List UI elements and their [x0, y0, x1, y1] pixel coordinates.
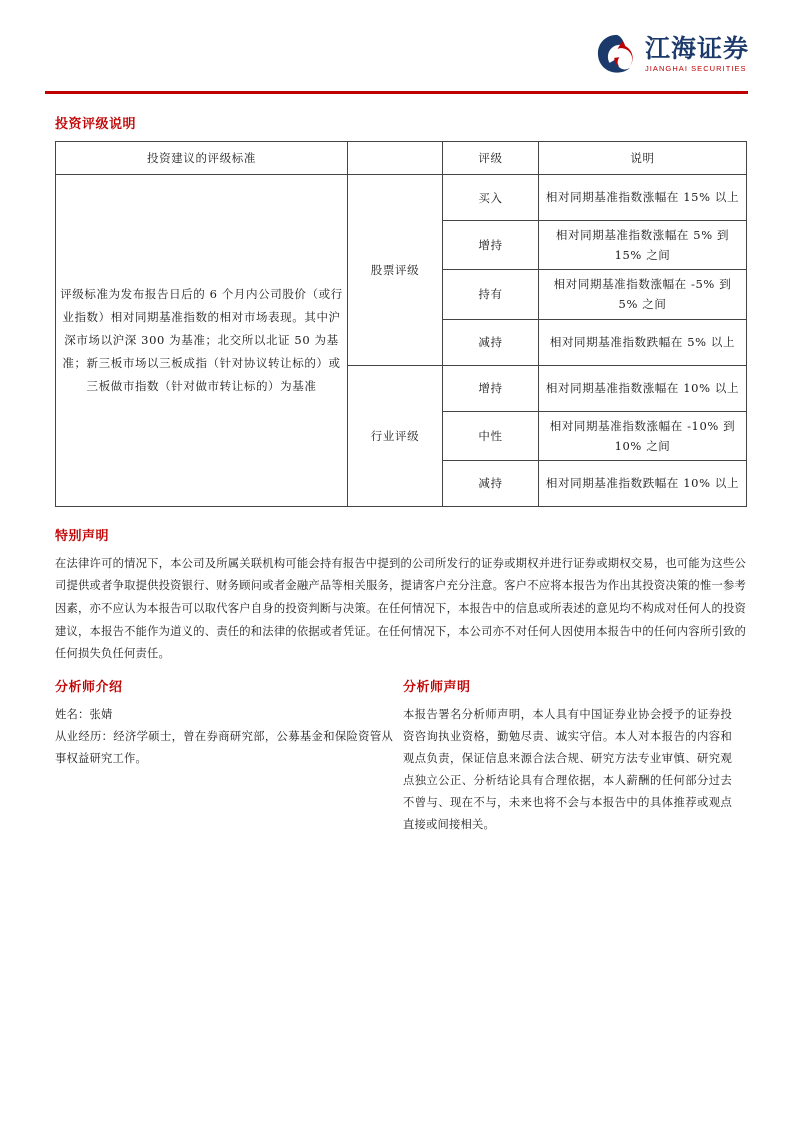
header-divider [45, 91, 748, 94]
rating-name-cell: 中性 [443, 411, 539, 460]
analyst-statement-body: 本报告署名分析师声明，本人具有中国证券业协会授予的证券投资咨询执业资格，勤勉尽责、诚实守信。本人对本报告的内容和观点负责，保证信息来源合法合规、研究方法专业审慎、研究观点独立公正、分析结论具有合理依据，本人薪酬的任何部分过去不曾与、现在不与，未来也将不会与本报告中的具体推荐或观点直接或间接相关。 [403, 707, 732, 831]
special-statement-heading: 特别声明 [55, 528, 110, 544]
rating-criteria-table [55, 141, 747, 507]
analyst-intro-column [45, 676, 393, 836]
logo-chinese-name: 江海证券 [644, 33, 749, 63]
rating-section-heading: 投资评级说明 [55, 117, 137, 132]
jianghai-swoosh-logo-icon [596, 33, 638, 75]
rating-desc-cell: 相对同期基准指数跌幅在 10% 以上 [539, 460, 747, 506]
rating-desc-cell: 相对同期基准指数涨幅在 10% 以上 [539, 365, 747, 411]
header-cell-rating: 评级 [443, 142, 539, 175]
analyst-intro-heading: 分析师介绍 [55, 679, 123, 695]
rating-name-cell: 增持 [443, 221, 539, 270]
criteria-text-cell: 评级标准为发布报告日后的 6 个月内公司股价（或行业指数）相对同期基准指数的相对市场表现。其中沪深市场以沪深 300 为基准；北交所以北证 50 为基准；新三板市场以三板成指（针对协议转让标的）或三板做市指数（针对做市转让标的）为基准 [56, 175, 348, 507]
rating-name-cell: 减持 [443, 319, 539, 365]
rating-desc-cell: 相对同期基准指数涨幅在 -5% 到 5% 之间 [539, 270, 747, 319]
rating-name-cell: 买入 [443, 175, 539, 221]
page-content [0, 113, 793, 836]
logo-english-name: JIANGHAI SECURITIES [644, 63, 747, 73]
analyst-name-line: 姓名：张婧 [55, 707, 113, 721]
rating-desc-cell: 相对同期基准指数涨幅在 5% 到 15% 之间 [539, 221, 747, 270]
rating-group-stock: 股票评级 [348, 175, 443, 366]
rating-desc-cell: 相对同期基准指数跌幅在 5% 以上 [539, 319, 747, 365]
logo-text [644, 33, 749, 73]
analyst-experience-line: 从业经历：经济学硕士，曾在券商研究部，公募基金和保险资管从事权益研究工作。 [55, 729, 393, 765]
analyst-statement-column [393, 676, 736, 836]
analyst-statement-heading: 分析师声明 [403, 679, 471, 695]
rating-desc-cell: 相对同期基准指数涨幅在 15% 以上 [539, 175, 747, 221]
page-header [0, 0, 793, 95]
rating-group-industry: 行业评级 [348, 365, 443, 506]
table-row [56, 175, 747, 221]
header-cell-description: 说明 [539, 142, 747, 175]
table-row [56, 142, 747, 175]
rating-desc-cell: 相对同期基准指数涨幅在 -10% 到 10% 之间 [539, 411, 747, 460]
header-cell-criteria: 投资建议的评级标准 [56, 142, 348, 175]
company-logo [596, 33, 749, 75]
special-statement-body: 在法律许可的情况下，本公司及所属关联机构可能会持有报告中提到的公司所发行的证券或期权并进行证券或期权交易，也可能为这些公司提供或者争取提供投资银行、财务顾问或者金融产品等相关服务，提请客户充分注意。客户不应将本报告为作出其投资决策的惟一参考因素，亦不应认为本报告可以取代客户自身的投资判断与决策。在任何情况下，本报告中的信息或所表述的意见均不构成对任何人的投资建议，本报告不能作为道义的、责任的和法律的依据或者凭证。在任何情况下，本公司亦不对任何人因使用本报告中的任何内容所引致的任何损失负任何责任。 [55, 556, 746, 661]
analyst-section [45, 676, 748, 836]
rating-name-cell: 减持 [443, 460, 539, 506]
header-cell-blank [348, 142, 443, 175]
rating-name-cell: 持有 [443, 270, 539, 319]
rating-name-cell: 增持 [443, 365, 539, 411]
